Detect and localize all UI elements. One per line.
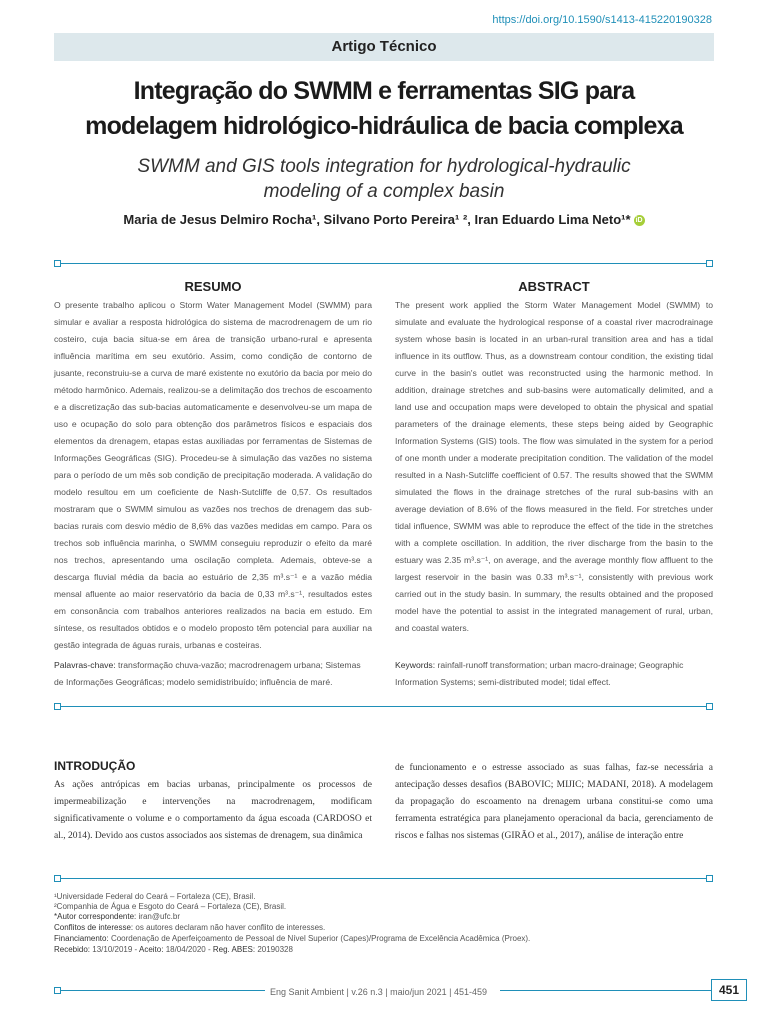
- received-label: Recebido:: [54, 945, 91, 954]
- accepted-date: 18/04/2020: [165, 945, 206, 954]
- divider-top: [57, 263, 711, 264]
- accepted-label: Aceito:: [138, 945, 164, 954]
- conflict-label: Conflitos de interesse:: [54, 923, 134, 932]
- reg-number: 20190328: [257, 945, 293, 954]
- keywords-label: Palavras-chave:: [54, 660, 116, 670]
- doi-link[interactable]: https://doi.org/10.1590/s1413-415220190328: [492, 14, 712, 26]
- corresponding-author: [54, 912, 180, 923]
- divider-dot-right: [706, 875, 713, 882]
- affiliation-1: ¹Universidade Federal do Ceará – Fortaleza (CE), Brasil.: [54, 892, 256, 901]
- footer-rule-right: [500, 990, 711, 991]
- divider-dot-left: [54, 260, 61, 267]
- reg-label: Reg. ABES:: [212, 945, 256, 954]
- conflict-text: os autores declaram não haver conflito de interesses.: [135, 923, 326, 932]
- subtitle-line-2: modeling of a complex basin: [263, 181, 505, 202]
- resumo-text: O presente trabalho aplicou o Storm Water Management Model (SWMM) para simular e avaliar a resposta hidrológica do sistema de macrodrenagem de um rio costeiro, cuja bacia situa-se em área de transição urbano-rural e apresenta influência marítima em seu exutório. Assim, como condição de contorno de jusante, reconstruiu-se a curva de maré existente no exutório da bacia por meio do método harmônico. Ademais, realizou-se a delimitação dos trechos de escoamento e a discretização das sub-bacias automaticamente e desenvolveu-se um mapa de uso e ocupação do solo para obtenção dos parâmetros físicos e espaciais dos elementos da drenagem, etapas estas auxiliadas por ferramentas de Sistemas de Informações Geográficas (SIG). Procedeu-se à simulação das vazões no sistema para o período de um mês sob condição de precipitação moderada. A validação do modelo resultou em um coeficiente de Nash-Sutcliffe de 0,57. Os resultados mostraram que o SWMM simulou as vazões nos trechos de drenagem das sub-bacias rurais com desvio médio de 8,6% das vazões medidas em campo. Para os trechos sob influência marinha, o SWMM conseguiu reproduzir o efeito da maré nos trechos, apresentando uma oscilação completa. Ademais, obteve-se a descarga fluvial média da bacia ao estuário de 2,35 m³.s⁻¹ e a vazão média mensal afluente ao maior reservatório da bacia de 0,33 m³.s⁻¹, resultados estes em consonância com trabalhos anteriores realizados na bacia em estudo. Em síntese, os resultados obtidos e o modelo proposto têm potencial para auxiliar na gestão integrada de águas rurais, urbanas e costeiras.: [54, 300, 372, 650]
- authors-text: Maria de Jesus Delmiro Rocha¹, Silvano Porto Pereira¹ ², Iran Eduardo Lima Neto¹*: [123, 212, 631, 227]
- article-title: [30, 74, 738, 144]
- corr-email[interactable]: iran@ufc.br: [138, 912, 180, 921]
- conflict-statement: [54, 923, 325, 934]
- journal-citation: Eng Sanit Ambient | v.26 n.3 | maio/jun 2021 | 451-459: [270, 987, 487, 997]
- divider-footnotes: [57, 878, 711, 879]
- funding-label: Financiamento:: [54, 934, 109, 943]
- keywords-label: Keywords:: [395, 660, 436, 670]
- abstract-text: The present work applied the Storm Water Management Model (SWMM) to simulate and evaluate the hydrological response of a coastal river macrodrainage system whose basin is located in an urban-rural transition area and has a tidal influence in its outflow. Thus, as a downstream contour condition, the existing tidal curve in the basin's outlet was reconstructed using the harmonic method. In addition, drainage stretches and sub-basins were automatically delimited, and a land use and occupation maps were developed to obtain the physical and spatial parameters of the drainage elements, these steps being aided by Geographic Information Systems (GIS) tools. The flow was simulated in the system for a period of one month under a moderate precipitation condition. The validation of the model resulted in a Nash-Sutcliffe coefficient of 0.57. The results showed that the SWMM simulated the flows in the drainage stretches of the rural sub-basins with an average deviation of 8.6% of the flows measured in the field. For stretches under tidal influence, SWMM was able to reproduce the effect of the tide in the stretches with a complete oscillation. In addition, the river discharge from the basin to the estuary was 2.35 m³.s⁻¹, on average, and the average monthly flow affluent to the largest reservoir in the basin was 0.33 m³.s⁻¹, consistently with previous work carried out in the study basin. In summary, the results obtained and the proposed model have the potential to assist in the integrated management of rural, urban, and coastal waters.: [395, 300, 713, 633]
- footer-dot-left: [54, 987, 61, 994]
- abstract-keywords: [395, 657, 713, 691]
- divider-dot-right: [706, 260, 713, 267]
- resumo-keywords: [54, 657, 372, 691]
- footer-rule-left: [57, 990, 265, 991]
- divider-dot-right: [706, 703, 713, 710]
- keywords-text: transformação chuva-vazão; macrodrenagem urbana; Sistemas de Informações Geográficas; modelo semidistribuído; influência de maré.: [54, 660, 361, 687]
- funding-statement: [54, 934, 530, 945]
- dates-line: Recebido: 13/10/2019 - Aceito: 18/04/2020 - Reg. ABES: 20190328: [54, 945, 293, 954]
- divider-dot-left: [54, 875, 61, 882]
- affiliation-2: ²Companhia de Água e Esgoto do Ceará – Fortaleza (CE), Brasil.: [54, 902, 287, 911]
- title-line-2: modelagem hidrológico-hidráulica de bacia complexa: [85, 112, 683, 140]
- section-banner: Artigo Técnico: [54, 33, 714, 61]
- author-list: [40, 212, 728, 227]
- title-line-1: Integração do SWMM e ferramentas SIG para: [133, 77, 635, 105]
- orcid-icon[interactable]: iD: [635, 217, 643, 225]
- intro-col2: de funcionamento e o estresse associado as suas falhas, faz-se necessária a antecipação desses desafios (BABOVIC; MIJIC; MADANI, 2018). A modelagem da propagação do escoamento na drenagem urbana constitui-se como uma ferramenta estratégica para planejamento operacional da bacia, gerenciamento de riscos e falhas nos sistemas (GIRÃO et al., 2017), análise de interação entre: [395, 763, 713, 841]
- resumo-heading: RESUMO: [184, 279, 242, 294]
- received-date: 13/10/2019: [92, 945, 133, 954]
- page-number: 451: [711, 979, 747, 1001]
- abstract-heading: ABSTRACT: [518, 279, 590, 294]
- article-subtitle: [60, 154, 708, 204]
- intro-col1: As ações antrópicas em bacias urbanas, principalmente os processos de impermeabilização e intervenções na macrodrenagem, modificam significativamente o volume e o comportamento da água escoada (CARDOSO et al., 2014). Devido aos custos associados aos sistemas de drenagem, sua dinâmica: [54, 780, 372, 841]
- divider-middle: [57, 706, 711, 707]
- intro-heading: INTRODUÇÃO: [54, 759, 136, 773]
- divider-dot-left: [54, 703, 61, 710]
- keywords-text: rainfall-runoff transformation; urban macro-drainage; Geographic Information Systems; semi-distributed model; tidal effect.: [395, 660, 684, 687]
- corr-label: *Autor correspondente:: [54, 912, 137, 921]
- subtitle-line-1: SWMM and GIS tools integration for hydrological-hydraulic: [137, 156, 631, 177]
- funding-text: Coordenação de Aperfeiçoamento de Pessoal de Nível Superior (Capes)/Programa de Excelência Acadêmica (Proex).: [110, 934, 531, 943]
